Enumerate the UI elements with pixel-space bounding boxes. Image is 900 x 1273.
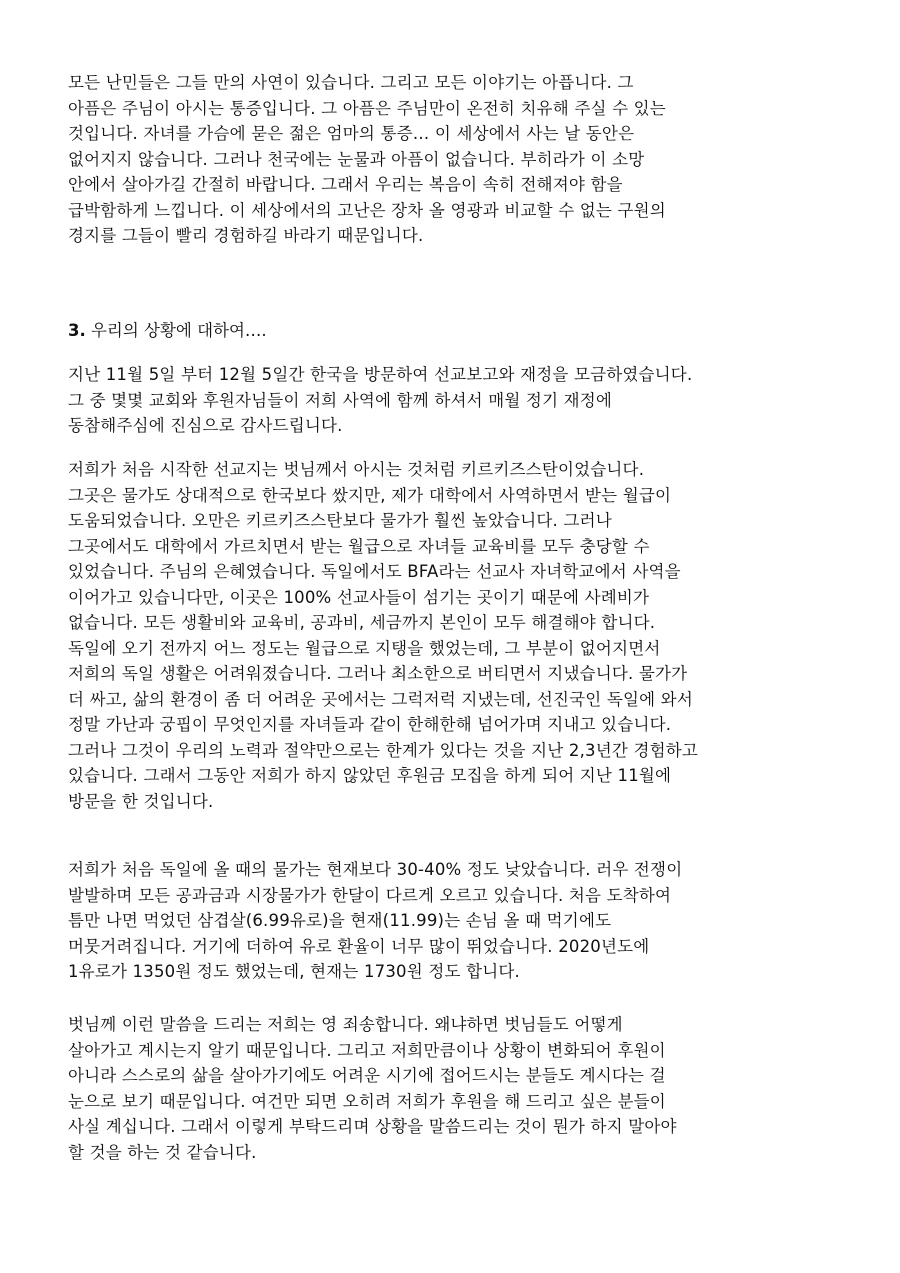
paragraph-visit-korea [68,362,828,439]
text-line: 독일에 오기 전까지 어느 정도는 월급으로 지탱을 했었는데, 그 부분이 없어지면서 [68,638,661,658]
text-line: 할 것을 하는 것 같습니다. [68,1142,257,1162]
text-line: 것입니다. 자녀를 가슴에 묻은 젊은 엄마의 통증… 이 세상에서 사는 날 동안은 [68,124,635,143]
section-title: 우리의 상황에 대하여…. [85,321,267,340]
text-line: 지난 11월 5일 부터 12월 5일간 한국을 방문하여 선교보고와 재정을 모금하였습니다. [68,365,693,384]
text-line: 저희가 처음 독일에 올 때의 물가는 현재보다 30-40% 정도 낮았습니다. 러우 전쟁이 [68,860,683,879]
text-line: 아니라 스스로의 삶을 살아가기에도 어려운 시기에 접어드시는 분들도 계시다는 걸 [68,1066,666,1085]
paragraph-apology [68,1012,828,1165]
text-line: 이어가고 있습니다만, 이곳은 100% 선교사들이 섬기는 곳이기 때문에 사례비가 [68,587,650,607]
text-line: 눈으로 보기 때문입니다. 여건만 되면 오히려 저희가 후원을 해 드리고 싶은 분들이 [68,1091,666,1111]
paragraph-refugees [68,70,828,249]
text-line: 그 중 몇몇 교회와 후원자님들이 저희 사역에 함께 하셔서 매월 정기 재정에 [68,390,613,410]
text-line: 발발하며 모든 공과금과 시장물가가 한달이 다르게 오르고 있습니다. 처음 도착하여 [68,885,672,905]
text-line: 틈만 나면 먹었던 삼겹살(6.99유로)을 현재(11.99)는 손님 올 때 먹기에도 [68,911,612,930]
text-line: 급박함하게 느낍니다. 이 세상에서의 고난은 장차 올 영광과 비교할 수 없는 구원의 [68,200,666,220]
text-line: 있습니다. 그래서 그동안 저희가 하지 않았던 후원금 모집을 하게 되어 지난 11월에 [68,766,672,785]
text-line: 저희의 독일 생활은 어려워졌습니다. 그러나 최소한으로 버티면서 지냈습니다. 물가가 [68,664,688,683]
paragraph-mission-history [68,457,828,814]
text-line: 정말 가난과 궁핍이 무엇인지를 자녀들과 같이 한해한해 넘어가며 지내고 있습니다. [68,715,672,734]
text-line: 모든 난민들은 그들 만의 사연이 있습니다. 그리고 모든 이야기는 아픕니다. 그 [68,73,634,92]
text-line: 없어지지 않습니다. 그러나 천국에는 눈물과 아픔이 없습니다. 부히라가 이 소망 [68,149,645,169]
text-line: 사실 계십니다. 그래서 이렇게 부탁드리며 상황을 말씀드리는 것이 뭔가 하지 말아야 [68,1117,677,1136]
text-line: 경지를 그들이 빨리 경험하길 바라기 때문입니다. [68,226,424,245]
text-line: 머뭇거려집니다. 거기에 더하여 유로 환율이 너무 많이 뛰었습니다. 2020년도에 [68,936,650,956]
text-line: 아픔은 주님이 아시는 통증입니다. 그 아픔은 주님만이 온전히 치유해 주실 수 있는 [68,98,666,118]
text-line: 더 싸고, 삶의 환경이 좀 더 어려운 곳에서는 그럭저럭 지냈는데, 선진국인 독일에 와서 [68,689,693,709]
text-line: 도움되었습니다. 오만은 키르키즈스탄보다 물가가 훨씬 높았습니다. 그러나 [68,511,612,530]
section-heading [68,318,267,344]
text-line: 벗님께 이런 말씀을 드리는 저희는 영 죄송합니다. 왜냐하면 벗님들도 어떻게 [68,1015,623,1034]
text-line: 저희가 처음 시작한 선교지는 벗님께서 아시는 것처럼 키르키즈스탄이었습니다. [68,460,645,479]
section-number: 3. [68,321,86,340]
text-line: 그러나 그것이 우리의 노력과 절약만으로는 한계가 있다는 것을 지난 2,3년간 경험하고 [68,740,699,760]
text-line: 방문을 한 것입니다. [68,791,214,811]
text-line: 동참해주심에 진심으로 감사드립니다. [68,416,343,435]
text-line: 그곳에서도 대학에서 가르치면서 받는 월급으로 자녀들 교육비를 모두 충당할 수 [68,536,650,556]
text-line: 살아가고 계시는지 알기 때문입니다. 그리고 저희만큼이나 상황이 변화되어 후원이 [68,1040,666,1060]
text-line: 그곳은 물가도 상대적으로 한국보다 쌌지만, 제가 대학에서 사역하면서 받는 월급이 [68,485,672,505]
paragraph-prices [68,857,828,985]
text-line: 안에서 살아가길 간절히 바랍니다. 그래서 우리는 복음이 속히 전해져야 함을 [68,175,623,194]
text-line: 없습니다. 모든 생활비와 교육비, 공과비, 세금까지 본인이 모두 해결해야 합니다. [68,613,656,632]
text-line: 1유로가 1350원 정도 했었는데, 현재는 1730원 정도 합니다. [68,962,520,981]
text-line: 있었습니다. 주님의 은혜였습니다. 독일에서도 BFA라는 선교사 자녀학교에서 사역을 [68,562,681,581]
